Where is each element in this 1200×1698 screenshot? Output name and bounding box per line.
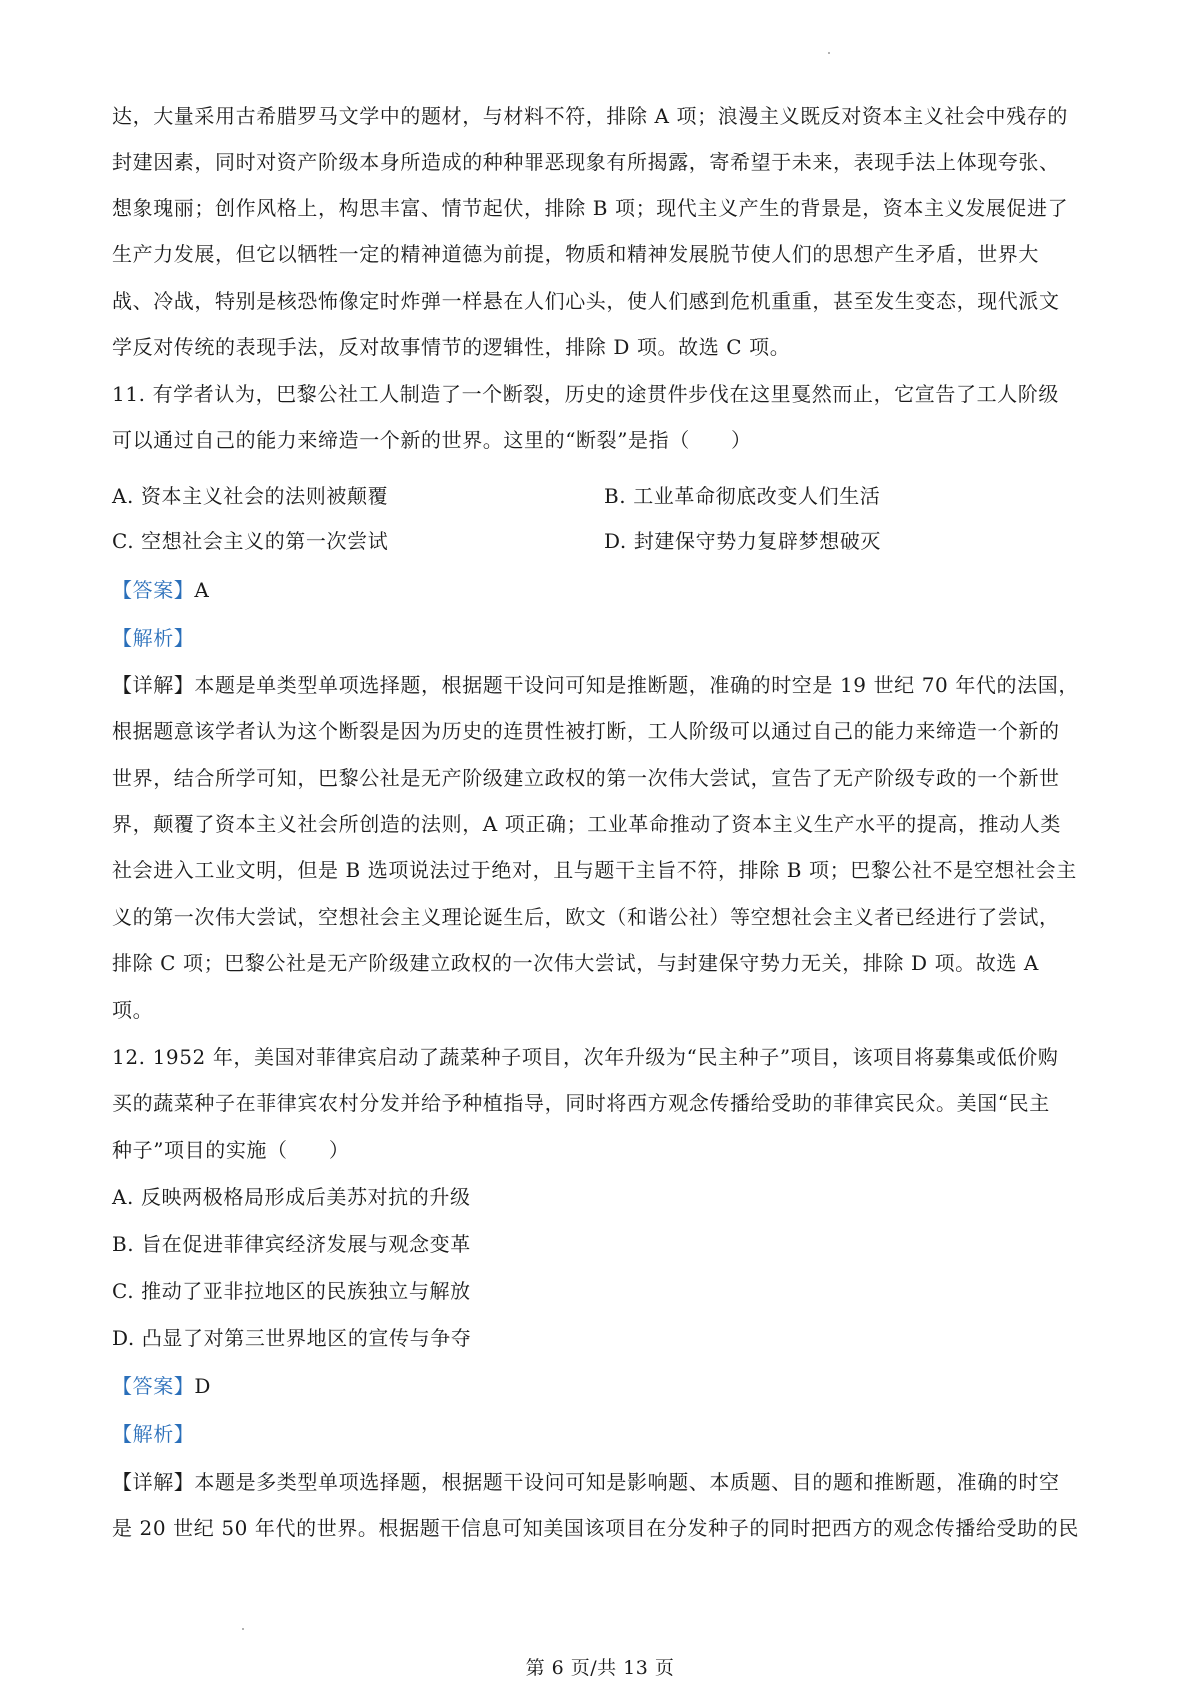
paragraph-line: 想象瑰丽；创作风格上，构思丰富、情节起伏，排除 B 项；现代主义产生的背景是，资本主义发展促进了 — [112, 196, 1069, 220]
detail-text: 本题是多类型单项选择题，根据题干设问可知是影响题、本质题、目的题和推断题，准确的时空 — [194, 1470, 1060, 1494]
q11-detail-line: 义的第一次伟大尝试，空想社会主义理论诞生后，欧文（和谐公社）等空想社会主义者已经进行了尝试， — [112, 905, 1060, 929]
q11-analysis-heading — [112, 624, 1102, 652]
q12-option-c: C. 推动了亚非拉地区的民族独立与解放 — [112, 1279, 471, 1303]
q11-detail-line: 界，颠覆了资本主义社会所创造的法则，A 项正确；工业革命推动了资本主义生产水平的提高，推动人类 — [112, 812, 1061, 836]
q12-detail-line: 是 20 世纪 50 年代的世界。根据题干信息可知美国该项目在分发种子的同时把西方的观念传播给受助的民 — [112, 1516, 1079, 1540]
detail-text: 本题是单类型单项选择题，根据题干设问可知是推断题，准确的时空是 19 世纪 70 年代的法国， — [194, 673, 1079, 697]
q12-option-a: A. 反映两极格局形成后美苏对抗的升级 — [112, 1185, 471, 1209]
q11-option-b: B. 工业革命彻底改变人们生活 — [604, 484, 881, 508]
answer-value: D — [194, 1374, 212, 1398]
page-footer: 第 6 页/共 13 页 — [525, 1657, 675, 1679]
detail-tag: 【详解】 — [112, 1470, 195, 1494]
q12-option-d: D. 凸显了对第三世界地区的宣传与争夺 — [112, 1326, 472, 1350]
q11-detail-line — [112, 671, 1102, 699]
detail-tag: 【详解】 — [112, 673, 195, 697]
paragraph-line: 学反对传统的表现手法，反对故事情节的逻辑性，排除 D 项。故选 C 项。 — [112, 335, 791, 359]
paragraph-line: 生产力发展，但它以牺牲一定的精神道德为前提，物质和精神发展脱节使人们的思想产生矛盾，世界大 — [112, 242, 1039, 266]
analysis-tag: 【解析】 — [112, 626, 195, 650]
q11-option-d: D. 封建保守势力复辟梦想破灭 — [604, 529, 882, 553]
q12-detail-line — [112, 1468, 1102, 1496]
q11-option-a: A. 资本主义社会的法则被颠覆 — [112, 484, 389, 508]
paragraph-line: 达，大量采用古希腊罗马文学中的题材，与材料不符，排除 A 项；浪漫主义既反对资本主义社会中残存的 — [112, 104, 1068, 128]
question-12-stem: 12. 1952 年，美国对菲律宾启动了蔬菜种子项目，次年升级为“民主种子”项目，该项目将募集或低价购 — [112, 1045, 1059, 1069]
question-12-stem: 种子”项目的实施（ ） — [112, 1138, 350, 1162]
q12-option-b: B. 旨在促进菲律宾经济发展与观念变革 — [112, 1232, 471, 1256]
q11-answer — [112, 576, 1102, 604]
q11-detail-line: 排除 C 项；巴黎公社是无产阶级建立政权的一次伟大尝试，与封建保守势力无关，排除 D 项。故选 A — [112, 951, 1039, 975]
answer-tag: 【答案】 — [112, 578, 195, 602]
scan-speck — [242, 1628, 244, 1630]
analysis-tag: 【解析】 — [112, 1422, 195, 1446]
q12-analysis-heading — [112, 1420, 1102, 1448]
q12-answer — [112, 1372, 1102, 1400]
q11-detail-line: 社会进入工业文明，但是 B 选项说法过于绝对，且与题干主旨不符，排除 B 项；巴黎公社不是空想社会主 — [112, 858, 1077, 882]
scan-speck — [828, 52, 830, 54]
q11-detail-line: 世界，结合所学可知，巴黎公社是无产阶级建立政权的第一次伟大尝试，宣告了无产阶级专政的一个新世 — [112, 766, 1060, 790]
q11-detail-line: 项。 — [112, 998, 154, 1022]
question-12-stem: 买的蔬菜种子在菲律宾农村分发并给予种植指导，同时将西方观念传播给受助的菲律宾民众。美国“民主 — [112, 1091, 1050, 1115]
q11-detail-line: 根据题意该学者认为这个断裂是因为历史的连贯性被打断，工人阶级可以通过自己的能力来缔造一个新的 — [112, 719, 1060, 743]
question-11-stem: 11. 有学者认为，巴黎公社工人制造了一个断裂，历史的途贯件步伐在这里戛然而止，它宣告了工人阶级 — [112, 382, 1059, 406]
answer-tag: 【答案】 — [112, 1374, 195, 1398]
paragraph-line: 战、冷战，特别是核恐怖像定时炸弹一样悬在人们心头，使人们感到危机重重，甚至发生变态，现代派文 — [112, 289, 1060, 313]
paragraph-line: 封建因素，同时对资产阶级本身所造成的种种罪恶现象有所揭露，寄希望于未来，表现手法上体现夸张、 — [112, 150, 1060, 174]
q11-option-c: C. 空想社会主义的第一次尝试 — [112, 529, 389, 553]
answer-value: A — [194, 578, 210, 602]
question-11-stem: 可以通过自己的能力来缔造一个新的世界。这里的“断裂”是指（ ） — [112, 428, 752, 452]
